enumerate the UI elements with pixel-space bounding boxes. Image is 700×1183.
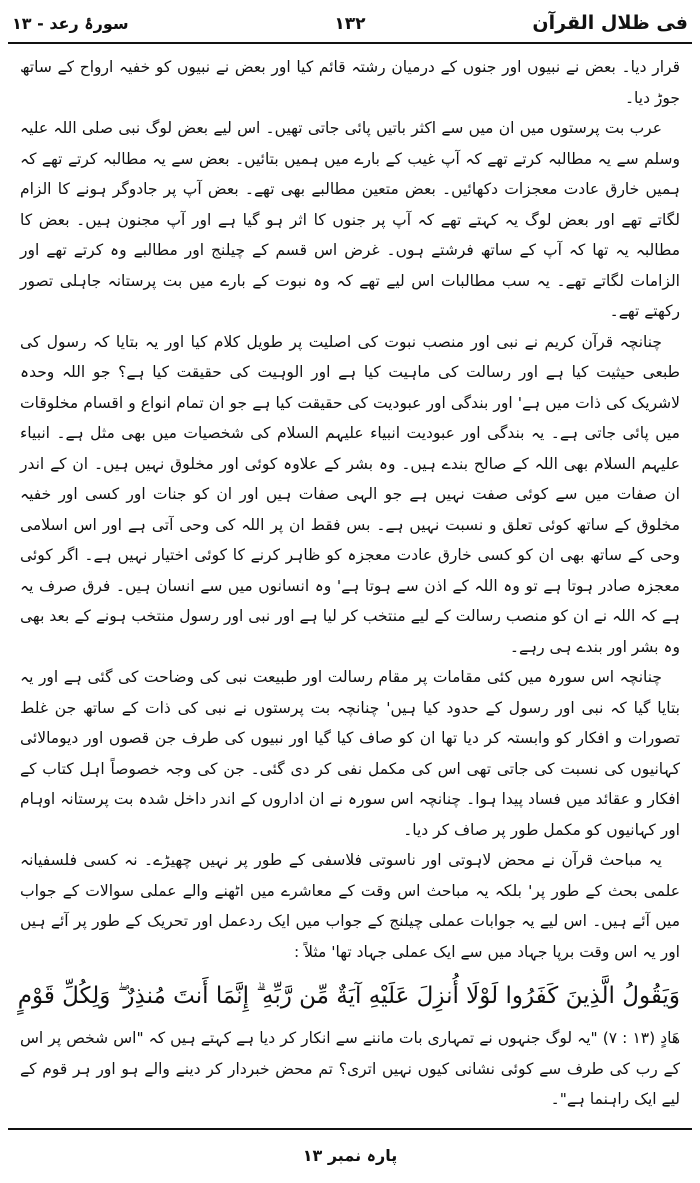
paragraph-5: یہ مباحث قرآن نے محض لاہوتی اور ناسوتی فلاسفی کے طور پر نہیں چھیڑے۔ نہ کسی فلسفیانہ علمی بحث کے طور پر' بلکہ یہ مباحث اس وقت کے معاشرے میں اٹھنے والے عملی سوالات کے جواب میں آئے ہیں۔ اس لیے یہ جوابات عملی چیلنج کے جواب میں ایک ردعمل اور تحریک کے طور پر آئے ہیں اور یہ اس وقت برپا جہاد میں سے ایک عملی جہاد تھا' مثلاً : (20, 851, 680, 961)
quran-verse: وَيَقُولُ الَّذِينَ كَفَرُوا لَوْلَا أُنزِلَ عَلَيْهِ آيَةٌ مِّن رَّبِّهِ ۗ إِنَّمَا أَنتَ مُنذِرٌ ۖ وَلِكُلِّ قَوْمٍ (17, 983, 680, 1009)
book-title: فی ظلال القرآن (532, 12, 688, 34)
page-body (17, 52, 681, 1108)
footer-divider (8, 1128, 692, 1130)
paragraph-3: چنانچہ قرآن کریم نے نبی اور منصب نبوت کی اصلیت پر طویل کلام کیا اور یہ بتایا کہ رسول کی طبعی حیثیت کیا ہے اور رسالت کی ماہیت کیا ہے اور الوہیت کی حقیقت کیا ہے؟ جو اللہ وحدہ لاشریک کی ذات میں ہے' اور بندگی اور عبودیت کی حقیقت کیا ہے جو ان تمام انواع و اقسام مخلوقات میں پائی جاتی ہے۔ یہ بندگی اور عبودیت انبیاء علیہم السلام کی شخصیات میں بھی مثل ہے۔ انبیاء علیہم السلام بھی اللہ کے صالح بندے ہیں۔ وہ بشر کے علاوہ کوئی اور مخلوق نہیں ہیں۔ ان کے اندر ان صفات میں سے کوئی صفت نہیں ہے جو الہی صفات ہیں اور ان کو جنات اور کسی اور خفیہ مخلوق کے ساتھ کوئی تعلق و نسبت نہیں ہے۔ بس فقط ان پر اللہ کی وحی آتی ہے اور اس اسلامی وحی کے ساتھ بھی ان کو کسی خارق عادت معجزہ کو ظاہر کرنے کا کوئی اختیار نہیں ہے۔ اگر کوئی معجزہ صادر ہوتا ہے تو وہ اللہ کے اذن سے ہوتا ہے' وہ انسانوں میں سے انسان ہیں۔ فرق صرف یہ ہے کہ اللہ نے ان کو منصب رسالت کے لیے منتخب کر لیا ہے اور نبی اور رسول منتخب ہونے کے بعد بھی وہ بشر اور بندے ہی رہے۔ (20, 332, 680, 656)
paragraph-1: قرار دیا۔ بعض نے نبیوں اور جنوں کے درمیان رشتہ قائم کیا اور بعض نے نبیوں کو خفیہ ارواح کے ساتھ جوڑ دیا۔ (20, 58, 680, 107)
page-number: ١٣٢ (334, 14, 366, 34)
paragraph-4: چنانچہ اس سورہ میں کئی مقامات پر مقام رسالت اور طبیعت نبی کی وضاحت کی گئی ہے اور یہ بتایا گیا کہ نبی اور رسول کے حدود کیا ہیں' چنانچہ بت پرستوں نے نبی کی ذات کے ساتھ جن غلط تصورات و افکار کو وابستہ کر دیا تھا ان کو صاف کیا گیا اور نبیوں کی طرف جن قصوں اور دیومالائی کہانیوں کی نسبت کی جاتی تھی اس کی مکمل نفی کر دی گئی۔ جن کی وجہ خصوصاً اہل کتاب کے افکار و عقائد میں فساد پیدا ہوا۔ چنانچہ اس سورہ نے ان اداروں کے اندر داخل شدہ بت پرستانہ اوہام اور کہانیوں کو مکمل طور پر صاف کر دیا۔ (20, 668, 680, 839)
paragraph-2: عرب بت پرستوں میں ان میں سے اکثر باتیں پائی جاتی تھیں۔ اس لیے بعض لوگ نبی صلی اللہ علیہ وسلم سے یہ مطالبہ کرتے تھے کہ آپ غیب کے بارے میں ہمیں بتائیں۔ بعض سے یہ مطالبہ کرتے تھے کہ ہمیں خارق عادت معجزات دکھائیں۔ بعض متعین مطالبے بھی تھے۔ بعض آپ پر جادوگر ہونے کا الزام لگاتے تھے اور بعض لوگ یہ کہتے تھے کہ آپ پر جنوں کا اثر ہو گیا ہے اور آپ مجنون ہیں۔ بعض کا مطالبہ یہ تھا کہ آپ کے ساتھ فرشتے ہوں۔ غرض اس قسم کے چیلنج اور مطالبے وہ کرتے تھے اور الزامات لگاتے تھے۔ یہ سب مطالبات اس لیے تھے کہ وہ نبوت کے بارے میں بت پرستانہ جاہلی تصور رکھتے تھے۔ (20, 119, 680, 320)
page-header (8, 6, 692, 44)
closing-paragraph: هَادٍ (١٣ : ٧) "یہ لوگ جنہوں نے تمہاری بات ماننے سے انکار کر دیا ہے کہتے ہیں کہ "اس شخص پر اس کے رب کی طرف سے کوئی نشانی کیوں نہیں اتری؟ تم محض خبردار کر دینے والے ہو اور ہر قوم کے لیے ایک راہنما ہے"۔ (20, 1029, 681, 1108)
surah-label: سورۂ رعد - ١٣ (12, 14, 129, 33)
para-label: پارہ نمبر ١٣ (302, 1146, 398, 1165)
